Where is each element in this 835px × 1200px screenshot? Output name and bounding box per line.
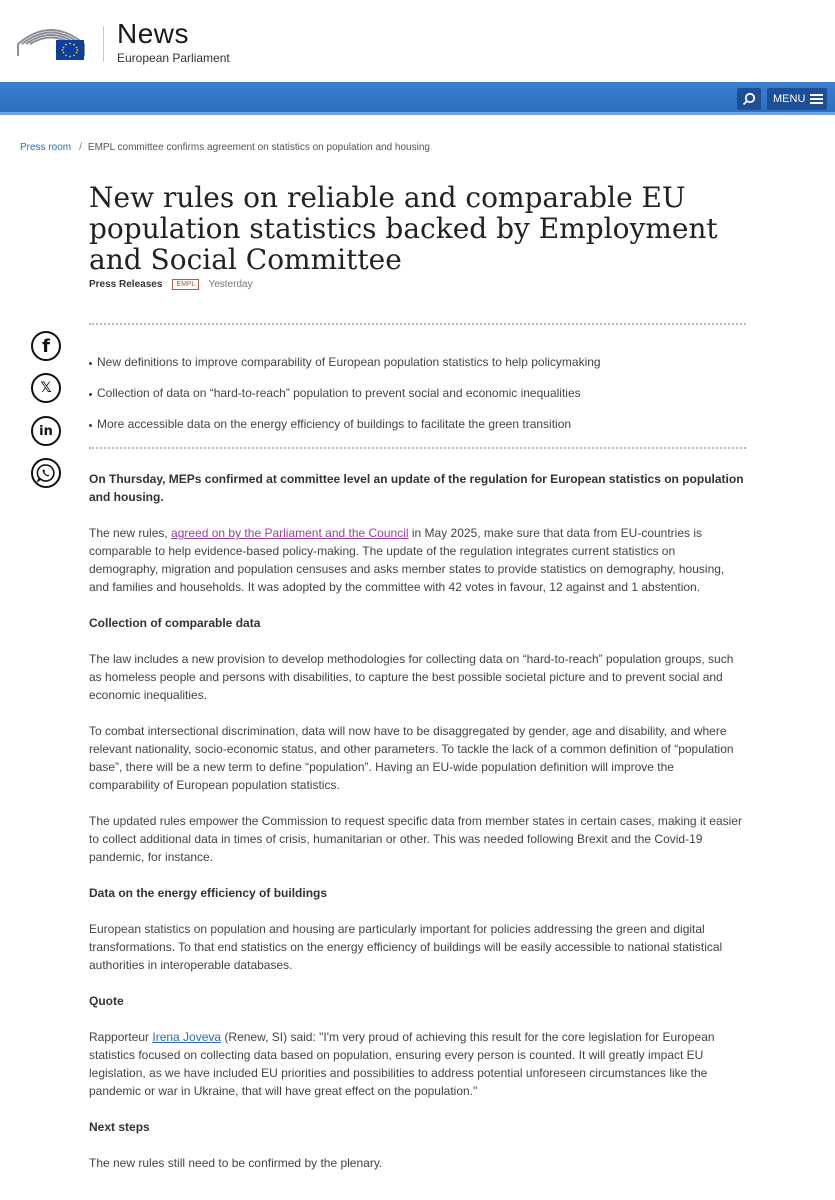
body-paragraph: The law includes a new provision to develop methodologies for collecting data on “hard-to-reach” population groups, such as homeless people and persons with disabilities, to capture the best possible societal picture and to prevent social and economic inequalities.: [89, 652, 734, 702]
highlight-text: New definitions to improve comparability of European population statistics to help policymaking: [97, 354, 601, 369]
section-heading-collection: Collection of comparable data: [89, 616, 261, 630]
breadcrumb-current: EMPL committee confirms agreement on statistics on population and housing: [87, 142, 430, 153]
facebook-icon: f: [42, 335, 50, 357]
list-item: [89, 377, 749, 408]
list-item: [89, 408, 749, 439]
menu-button[interactable]: [767, 88, 827, 110]
breadcrumb: [20, 142, 430, 153]
paragraph-text: The new rules,: [89, 526, 172, 540]
x-share-button[interactable]: [31, 373, 61, 403]
rapporteur-link[interactable]: Irena Joveva: [152, 1030, 222, 1044]
site-subtitle: European Parliament: [117, 51, 230, 65]
article-date: Yesterday: [208, 279, 253, 290]
article-type: Press Releases: [89, 279, 163, 290]
body-paragraph: European statistics on population and housing are particularly important for policies addressing the green and digital transformations. To that end statistics on the energy efficiency of buildings will be easily accessible to national statistical authorities in interoperable databases.: [89, 922, 723, 972]
paragraph-text: (Renew, SI) said: "I'm very proud of achieving this result for the core legislation for European statistics focused on collecting data based on population, ensuring every person is counted. It will greatly impact EU legislation, as we have included EU priorities and possibilities to address potential unforeseen circumstances like the pandemic or war in Ukraine, that will have great effect on the population.": [89, 1030, 715, 1098]
section-heading-next-steps: Next steps: [89, 1120, 150, 1134]
breadcrumb-press-room[interactable]: Press room: [20, 142, 72, 153]
hamburger-icon: [810, 92, 823, 106]
highlight-text: Collection of data on “hard-to-reach” population to prevent social and economic inequalities: [97, 385, 581, 400]
page-title: New rules on reliable and comparable EU population statistics backed by Employment and Social Committee: [89, 181, 718, 276]
search-icon: [742, 92, 756, 106]
whatsapp-share-button[interactable]: [31, 458, 61, 488]
header-divider: [103, 26, 104, 62]
section-heading-quote: Quote: [89, 994, 124, 1008]
menu-label: MENU: [773, 93, 806, 105]
body-paragraph: [89, 524, 745, 596]
linkedin-share-button[interactable]: [31, 416, 61, 446]
breadcrumb-separator: /: [79, 142, 82, 153]
bullet-icon: [89, 362, 92, 365]
list-item: [89, 346, 749, 377]
bullet-icon: [89, 424, 92, 427]
x-icon: 𝕏: [40, 380, 52, 396]
navigation-bar: [0, 82, 835, 115]
agreement-link[interactable]: agreed on by the Parliament and the Council: [171, 526, 409, 540]
quote-paragraph: [89, 1028, 745, 1100]
committee-tag[interactable]: EMPL: [172, 279, 199, 290]
highlight-text: More accessible data on the energy efficiency of buildings to facilitate the green transition: [97, 416, 572, 431]
site-header: [0, 0, 835, 82]
facebook-share-button[interactable]: [31, 331, 61, 361]
highlights-list: [89, 346, 749, 439]
body-paragraph: The new rules still need to be confirmed by the plenary.: [89, 1156, 383, 1170]
european-parliament-logo[interactable]: [16, 22, 86, 62]
divider-top: [89, 323, 746, 325]
paragraph-text: in May 2025, make sure that data from EU-countries is comparable to help evidence-based policy-making. The update of the regulation integrates current statistics on demography, migration and population censuses and asks member states to provide statistics on demography, housing, and families and households. It was adopted by the committee with 42 votes in favour, 12 against and 1 abstention.: [89, 526, 725, 594]
article-body: [89, 470, 745, 1190]
section-heading-energy: Data on the energy efficiency of buildings: [89, 886, 328, 900]
whatsapp-icon: [36, 463, 56, 483]
body-paragraph: The updated rules empower the Commission to request specific data from member states in certain cases, making it easier to collect additional data in times of crisis, humanitarian or other. This was needed following Brexit and the Covid-19 pandemic, for instance.: [89, 814, 742, 864]
divider-bottom: [89, 447, 746, 449]
body-paragraph: To combat intersectional discrimination, data will now have to be disaggregated by gender, age and disability, and where relevant nationality, socio-economic status, and other parameters. To tackle the lack of a common definition of “population base”, there will be a new term to define “population”. Having an EU-wide population definition will improve the comparability of European population statistics.: [89, 724, 734, 792]
paragraph-text: Rapporteur: [89, 1030, 153, 1044]
linkedin-icon: in: [39, 423, 53, 439]
bullet-icon: [89, 393, 92, 396]
lead-paragraph: On Thursday, MEPs confirmed at committee level an update of the regulation for European statistics on population and housing.: [89, 472, 744, 504]
site-title[interactable]: News: [117, 18, 190, 49]
article-meta: [89, 279, 253, 290]
search-button[interactable]: [737, 88, 761, 110]
